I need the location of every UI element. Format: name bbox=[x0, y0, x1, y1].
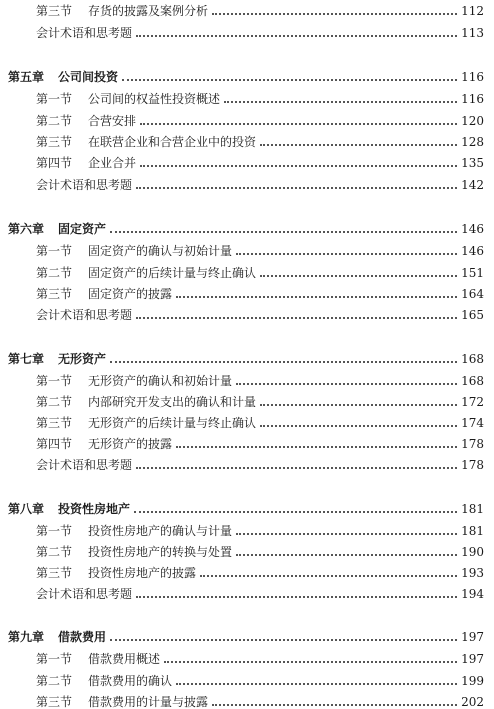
section-number: 第一节 bbox=[36, 524, 73, 538]
entry-label bbox=[0, 266, 256, 280]
dot-leader bbox=[134, 511, 457, 513]
entry-title: 借款费用的计量与披露 bbox=[88, 695, 209, 709]
toc-chapter-entry bbox=[0, 214, 494, 236]
entry-title: 固定资产的披露 bbox=[88, 287, 173, 301]
toc-chapter-entry bbox=[0, 344, 494, 366]
entry-label bbox=[0, 114, 136, 128]
entry-title: 在联营企业和合营企业中的投资 bbox=[88, 135, 257, 149]
page-number: 146 bbox=[461, 222, 484, 236]
entry-title: 企业合并 bbox=[88, 156, 137, 170]
dot-leader bbox=[136, 596, 457, 598]
entry-title: 借款费用 bbox=[58, 630, 107, 644]
dot-leader bbox=[122, 79, 457, 81]
entry-label bbox=[0, 416, 256, 430]
dot-leader bbox=[140, 165, 457, 167]
entry-label bbox=[0, 652, 160, 666]
entry-title: 投资性房地产的披露 bbox=[88, 566, 197, 580]
entry-title: 固定资产 bbox=[58, 222, 107, 236]
section-number: 第三节 bbox=[36, 135, 73, 149]
page-number: 116 bbox=[461, 92, 484, 106]
dot-leader bbox=[260, 425, 457, 427]
toc-section-entry bbox=[0, 236, 494, 258]
page-number: 174 bbox=[461, 416, 484, 430]
dot-leader bbox=[260, 144, 457, 146]
entry-title: 公司间投资 bbox=[58, 70, 119, 84]
toc-section-entry bbox=[0, 558, 494, 580]
section-number: 第二节 bbox=[36, 114, 73, 128]
toc-section-entry bbox=[0, 0, 494, 18]
chapter-number: 第八章 bbox=[8, 502, 45, 516]
section-number: 第一节 bbox=[36, 244, 73, 258]
dot-leader bbox=[136, 187, 457, 189]
entry-label bbox=[0, 70, 118, 84]
entry-title: 会计术语和思考题 bbox=[36, 458, 133, 472]
page-number: 168 bbox=[461, 374, 484, 388]
toc-section-entry bbox=[0, 366, 494, 388]
entry-label bbox=[0, 502, 130, 516]
toc-chapter-entry bbox=[0, 494, 494, 516]
page-number: 112 bbox=[461, 4, 484, 18]
entry-title: 借款费用的确认 bbox=[88, 674, 173, 688]
dot-leader bbox=[260, 275, 457, 277]
entry-title: 投资性房地产的转换与处置 bbox=[88, 545, 233, 559]
section-number: 第四节 bbox=[36, 437, 73, 451]
dot-leader bbox=[164, 661, 457, 663]
entry-title: 固定资产的确认与初始计量 bbox=[88, 244, 233, 258]
dot-leader bbox=[176, 683, 457, 685]
entry-title: 会计术语和思考题 bbox=[36, 178, 133, 192]
toc-section-entry bbox=[0, 84, 494, 106]
section-number: 第四节 bbox=[36, 156, 73, 170]
chapter-number: 第五章 bbox=[8, 70, 45, 84]
entry-title: 公司间的权益性投资概述 bbox=[88, 92, 221, 106]
page-number: 168 bbox=[461, 352, 484, 366]
page-number: 197 bbox=[461, 630, 484, 644]
entry-title: 内部研究开发支出的确认和计量 bbox=[88, 395, 257, 409]
entry-title: 无形资产 bbox=[58, 352, 107, 366]
entry-label bbox=[0, 4, 208, 18]
entry-label bbox=[0, 222, 106, 236]
page-number: 181 bbox=[461, 524, 484, 538]
section-number: 第二节 bbox=[36, 266, 73, 280]
entry-title: 无形资产的后续计量与终止确认 bbox=[88, 416, 257, 430]
page-number: 178 bbox=[461, 458, 484, 472]
entry-title: 无形资产的披露 bbox=[88, 437, 173, 451]
section-number: 第二节 bbox=[36, 395, 73, 409]
entry-label bbox=[0, 566, 196, 580]
entry-label bbox=[0, 437, 172, 451]
page-number: 151 bbox=[461, 266, 484, 280]
dot-leader bbox=[200, 575, 457, 577]
toc-chapter-entry bbox=[0, 62, 494, 84]
dot-leader bbox=[236, 533, 457, 535]
entry-title: 固定资产的后续计量与终止确认 bbox=[88, 266, 257, 280]
toc-section-entry bbox=[0, 106, 494, 128]
toc-section-entry bbox=[0, 666, 494, 688]
section-number: 第三节 bbox=[36, 287, 73, 301]
toc-section-entry bbox=[0, 127, 494, 149]
toc-terms-entry bbox=[0, 170, 494, 192]
entry-label bbox=[0, 374, 232, 388]
entry-label bbox=[0, 524, 232, 538]
entry-title: 会计术语和思考题 bbox=[36, 587, 133, 601]
entry-title: 会计术语和思考题 bbox=[36, 308, 133, 322]
entry-title: 借款费用概述 bbox=[88, 652, 161, 666]
entry-title: 存货的披露及案例分析 bbox=[88, 4, 209, 18]
dot-leader bbox=[136, 317, 457, 319]
entry-title: 无形资产的确认和初始计量 bbox=[88, 374, 233, 388]
page-number: 165 bbox=[461, 308, 484, 322]
dot-leader bbox=[110, 361, 457, 363]
toc-terms-entry bbox=[0, 18, 494, 40]
toc-terms-entry bbox=[0, 450, 494, 472]
entry-label bbox=[0, 587, 132, 601]
section-number: 第一节 bbox=[36, 652, 73, 666]
entry-label bbox=[0, 630, 106, 644]
toc-section-entry bbox=[0, 148, 494, 170]
chapter-number: 第九章 bbox=[8, 630, 45, 644]
page-number: 113 bbox=[461, 26, 484, 40]
entry-label bbox=[0, 545, 232, 559]
toc-section-entry bbox=[0, 408, 494, 430]
dot-leader bbox=[110, 639, 457, 641]
dot-leader bbox=[110, 231, 457, 233]
page-number: 128 bbox=[461, 135, 484, 149]
toc-terms-entry bbox=[0, 579, 494, 601]
entry-title: 会计术语和思考题 bbox=[36, 26, 133, 40]
entry-label bbox=[0, 244, 232, 258]
page-number: 199 bbox=[461, 674, 484, 688]
entry-label bbox=[0, 135, 256, 149]
entry-title: 投资性房地产 bbox=[58, 502, 131, 516]
entry-label bbox=[0, 458, 132, 472]
page-number: 194 bbox=[461, 587, 484, 601]
entry-label bbox=[0, 26, 132, 40]
page-number: 135 bbox=[461, 156, 484, 170]
section-number: 第一节 bbox=[36, 92, 73, 106]
section-number: 第二节 bbox=[36, 545, 73, 559]
page-number: 202 bbox=[461, 695, 484, 709]
dot-leader bbox=[236, 554, 457, 556]
dot-leader bbox=[176, 296, 457, 298]
page-number: 181 bbox=[461, 502, 484, 516]
page-number: 116 bbox=[461, 70, 484, 84]
section-number: 第三节 bbox=[36, 4, 73, 18]
page-number: 178 bbox=[461, 437, 484, 451]
entry-label bbox=[0, 308, 132, 322]
chapter-number: 第七章 bbox=[8, 352, 45, 366]
dot-leader bbox=[224, 101, 457, 103]
toc-section-entry bbox=[0, 258, 494, 280]
entry-label bbox=[0, 352, 106, 366]
toc-section-entry bbox=[0, 387, 494, 409]
entry-label bbox=[0, 156, 136, 170]
page-number: 197 bbox=[461, 652, 484, 666]
page-number: 190 bbox=[461, 545, 484, 559]
entry-label bbox=[0, 674, 172, 688]
dot-leader bbox=[236, 383, 457, 385]
page-number: 142 bbox=[461, 178, 484, 192]
entry-label bbox=[0, 695, 208, 709]
entry-title: 投资性房地产的确认与计量 bbox=[88, 524, 233, 538]
toc-section-entry bbox=[0, 644, 494, 666]
toc-terms-entry bbox=[0, 300, 494, 322]
section-number: 第三节 bbox=[36, 695, 73, 709]
toc-chapter-entry bbox=[0, 622, 494, 644]
dot-leader bbox=[140, 123, 457, 125]
dot-leader bbox=[212, 13, 457, 15]
dot-leader bbox=[260, 404, 457, 406]
toc-section-entry bbox=[0, 279, 494, 301]
section-number: 第三节 bbox=[36, 566, 73, 580]
dot-leader bbox=[136, 35, 457, 37]
dot-leader bbox=[136, 467, 457, 469]
section-number: 第三节 bbox=[36, 416, 73, 430]
entry-label bbox=[0, 395, 256, 409]
toc-section-entry bbox=[0, 516, 494, 538]
page-number: 172 bbox=[461, 395, 484, 409]
toc-section-entry bbox=[0, 429, 494, 451]
dot-leader bbox=[176, 446, 457, 448]
page-number: 120 bbox=[461, 114, 484, 128]
chapter-number: 第六章 bbox=[8, 222, 45, 236]
entry-label bbox=[0, 178, 132, 192]
page-number: 164 bbox=[461, 287, 484, 301]
section-number: 第一节 bbox=[36, 374, 73, 388]
entry-label bbox=[0, 287, 172, 301]
toc-section-entry bbox=[0, 537, 494, 559]
entry-title: 合营安排 bbox=[88, 114, 137, 128]
entry-label bbox=[0, 92, 220, 106]
section-number: 第二节 bbox=[36, 674, 73, 688]
dot-leader bbox=[236, 253, 457, 255]
page-number: 146 bbox=[461, 244, 484, 258]
page-number: 193 bbox=[461, 566, 484, 580]
